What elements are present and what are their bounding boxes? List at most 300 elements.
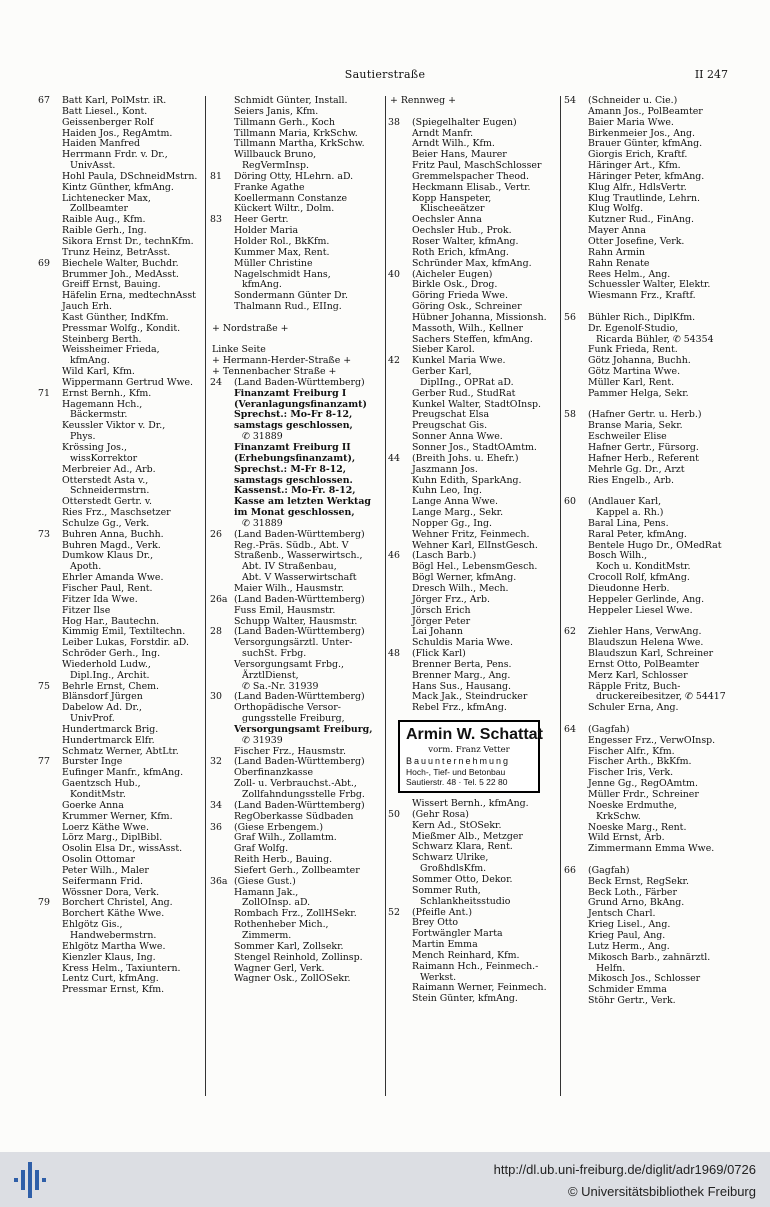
resident-text: Funk Frieda, Rent.	[588, 344, 678, 356]
resident-text: Wiederhold Ludw.,	[62, 658, 151, 670]
street-section-label: + Tennenbacher Straße +	[212, 366, 337, 378]
resident-text: Oechsler Anna	[412, 214, 482, 226]
house-number: 69	[38, 257, 50, 269]
resident-text: Schmider Emma	[588, 984, 667, 996]
resident-text: Sommer Karl, Zollsekr.	[234, 940, 344, 952]
resident-text: Kückert Wiltr., Dolm.	[234, 203, 335, 215]
resident-text: Bögl Hel., LebensmGesch.	[412, 561, 538, 573]
resident-text: Finanzamt Freiburg I	[234, 387, 347, 399]
resident-text: Mayer Anna	[588, 225, 646, 237]
resident-text: Noeske Erdmuthe,	[588, 799, 678, 811]
resident-text: Reith Herb., Bauing.	[234, 854, 333, 866]
resident-text: Jenne Gg., RegOAmtm.	[588, 778, 698, 790]
resident-text: Schuler Erna, Ang.	[588, 702, 679, 714]
resident-text: Schneidermstrn.	[70, 485, 150, 497]
house-number: 75	[38, 680, 50, 692]
resident-text: Kienzler Klaus, Ing.	[62, 951, 156, 963]
resident-text: Jörsch Erich	[412, 604, 471, 616]
resident-text: Holder Maria	[234, 225, 299, 237]
resident-text: Branse Maria, Sekr.	[588, 420, 683, 432]
resident-text: Mench Reinhard, Kfm.	[412, 949, 520, 961]
resident-text: Bentele Hugo Dr., OMedRat	[588, 539, 722, 551]
resident-text: Fischer Frz., Hausmstr.	[234, 745, 346, 757]
directory-entry	[566, 812, 742, 823]
resident-text: Oechsler Hub., Prok.	[412, 225, 512, 237]
resident-text: Kuhn Leo, Ing.	[412, 485, 482, 497]
resident-text: druckereibesitzer, ✆ 54417	[596, 691, 726, 703]
directory-entry	[40, 736, 200, 747]
resident-text: Straßenb., Wasserwirtsch.,	[234, 550, 363, 562]
directory-entry	[566, 996, 742, 1007]
house-number: 36	[210, 821, 222, 833]
resident-text: Schröder Gerh., Ing.	[62, 648, 161, 660]
resident-text: Rees Helm., Ang.	[588, 268, 671, 280]
directory-entry	[212, 530, 382, 541]
house-number: 81	[210, 170, 222, 182]
resident-text: Wagner Gerl, Verk.	[234, 962, 325, 974]
resident-text: Burster Inge	[62, 756, 123, 768]
resident-text: kfmAng.	[70, 355, 110, 367]
resident-text: Sonner Anna Wwe.	[412, 431, 503, 443]
resident-text: Osolin Ottomar	[62, 854, 135, 866]
resident-text: Klug Alfr., HdlsVertr.	[588, 181, 687, 193]
directory-entry	[566, 259, 742, 270]
resident-text: UnivProf.	[70, 713, 115, 725]
resident-text: Beier Hans, Maurer	[412, 149, 507, 161]
directory-entry	[40, 259, 200, 270]
resident-text: Borchert Käthe Wwe.	[62, 908, 165, 920]
resident-text: Bühler Rich., DiplKfm.	[588, 311, 696, 323]
directory-entry	[566, 530, 742, 541]
directory-entry	[212, 421, 382, 432]
resident-text: Pressmar Wolfg., Kondit.	[62, 322, 181, 334]
advert-line3: Bauunternehmung	[406, 756, 511, 767]
resident-text: Helfn.	[596, 962, 626, 974]
resident-text: Versorgungsärztl. Unter-	[234, 637, 353, 649]
house-number: 30	[210, 691, 222, 703]
directory-entry	[40, 812, 200, 823]
directory-entry	[566, 703, 742, 714]
house-number: 62	[564, 626, 576, 638]
resident-text: Wippermann Gertrud Wwe.	[62, 376, 194, 388]
resident-text: Rombach Frz., ZollHSekr.	[234, 908, 357, 920]
resident-text: Kopp Hanspeter,	[412, 192, 492, 204]
resident-text: Wagner Osk., ZollOSekr.	[234, 973, 351, 985]
resident-text: Rahn Renate	[588, 257, 650, 269]
directory-entry	[390, 530, 552, 541]
resident-text: Schmatz Werner, AbtLtr.	[62, 745, 179, 757]
resident-text: Fischer Iris, Verk.	[588, 767, 674, 779]
resident-text: Dr. Egenolf-Studio,	[588, 322, 679, 334]
resident-text: Lentz Curt, kfmAng.	[62, 973, 159, 985]
resident-text: (Gagfah)	[588, 864, 630, 876]
house-number: 42	[388, 355, 400, 367]
house-number: 28	[210, 626, 222, 638]
resident-text: Lichtenecker Max,	[62, 192, 151, 204]
resident-text: Buhren Anna, Buchh.	[62, 528, 164, 540]
directory-entry	[212, 270, 382, 281]
resident-text: Martin Emma	[412, 939, 478, 951]
resident-text: Oberfinanzkasse	[234, 767, 314, 779]
resident-text: Sondermann Günter Dr.	[234, 290, 348, 302]
resident-text: Roser Walter, kfmAng.	[412, 235, 519, 247]
resident-text: (Veranlagungsfinanzamt)	[234, 398, 367, 410]
directory-entry	[212, 465, 382, 476]
resident-text: Tillmann Martha, KrkSchw.	[234, 138, 365, 150]
resident-text: Brenner Berta, Pens.	[412, 658, 512, 670]
resident-text: Weissheimer Frieda,	[62, 344, 160, 356]
directory-entry	[390, 465, 552, 476]
resident-text: Hohl Paula, DSchneidMstrn.	[62, 170, 198, 182]
resident-text: Kuhn Edith, SparkAng.	[412, 474, 522, 486]
resident-text: Steinberg Berth.	[62, 333, 142, 345]
resident-text: Krieg Lisel., Ang.	[588, 919, 671, 931]
resident-text: Osolin Elsa Dr., wissAsst.	[62, 843, 183, 855]
directory-entry	[390, 962, 552, 973]
resident-text: DiplIng., OPRat aD.	[420, 376, 514, 388]
resident-text: Thalmann Rud., EIIng.	[234, 301, 342, 313]
resident-text: Fuss Emil, Hausmstr.	[234, 604, 336, 616]
resident-text: Heckmann Elisab., Vertr.	[412, 181, 531, 193]
resident-text: Haiden Jos., RegAmtm.	[62, 127, 173, 139]
resident-text: Blänsdorf Jürgen	[62, 691, 143, 703]
resident-text: gungsstelle Freiburg,	[242, 713, 345, 725]
directory-entry	[566, 476, 742, 487]
resident-text: Kress Helm., Taxiuntern.	[62, 962, 181, 974]
resident-text: (Gehr Rosa)	[412, 808, 469, 820]
directory-entry	[566, 324, 742, 335]
resident-text: Werkst.	[420, 971, 457, 983]
resident-text: Göring Frieda Wwe.	[412, 290, 508, 302]
resident-text: Klischeeätzer	[420, 203, 485, 215]
house-number: 26	[210, 528, 222, 540]
street-section-label: Linke Seite	[212, 344, 266, 356]
resident-text: Versorgungsamt Freiburg,	[234, 723, 373, 735]
resident-text: Otterstedt Asta v.,	[62, 474, 149, 486]
resident-text: Nopper Gg., Ing.	[412, 517, 493, 529]
resident-text: Brey Otto	[412, 917, 459, 929]
resident-text: Gremmelspacher Theod.	[412, 170, 530, 182]
resident-text: RegVermInsp.	[242, 160, 309, 172]
resident-text: (Land Baden-Württemberg)	[234, 626, 365, 638]
resident-text: Preugschat Elsa	[412, 409, 490, 421]
street-section-label: + Rennweg +	[390, 95, 456, 106]
resident-text: (Pfeifle Ant.)	[412, 906, 472, 918]
source-url-link[interactable]: http://dl.ub.uni-freiburg.de/diglit/adr1969/0726	[493, 1162, 756, 1177]
directory-entry	[212, 118, 382, 129]
resident-text: Hog Har., Bautechn.	[62, 615, 160, 627]
resident-text: Brauer Günter, kfmAng.	[588, 138, 703, 150]
resident-text: Fritz Paul, MaschSchlosser	[412, 160, 542, 172]
resident-text: Eufinger Manfr., kfmAng.	[62, 767, 184, 779]
resident-text: Stengel Reinhold, Zollinsp.	[234, 951, 363, 963]
resident-text: ✆ 31889	[242, 517, 283, 529]
resident-text: Versorgungsamt Frbg.,	[234, 658, 344, 670]
resident-text: (Land Baden-Württemberg)	[234, 593, 365, 605]
resident-text: Stein Günter, kfmAng.	[412, 993, 518, 1005]
resident-text: Mikosch Jos., Schlosser	[588, 973, 701, 985]
resident-text: Wissert Bernh., kfmAng.	[412, 798, 529, 810]
street-section-label: + Hermann-Herder-Straße +	[212, 355, 352, 367]
resident-text: Zimmermann Emma Wwe.	[588, 843, 715, 855]
resident-text: Hafner Herb., Referent	[588, 452, 699, 464]
resident-text: Klug Wolfg.	[588, 203, 644, 215]
directory-entry	[566, 801, 742, 812]
house-number: 66	[564, 864, 576, 876]
directory-entry	[40, 183, 200, 194]
resident-text: Greiff Ernst, Bauing.	[62, 279, 161, 291]
resident-text: Sieber Karol.	[412, 344, 475, 356]
directory-entry	[40, 953, 200, 964]
house-number: 38	[388, 116, 400, 128]
resident-text: Götz Martina Wwe.	[588, 366, 681, 378]
resident-text: Häringer Art., Kfm.	[588, 160, 681, 172]
directory-entry	[40, 118, 200, 129]
directory-entry	[390, 96, 552, 107]
resident-text: Keussler Viktor v. Dr.,	[62, 420, 166, 432]
resident-text: Ehlgötz Martha Wwe.	[62, 940, 166, 952]
resident-text: Ricarda Bühler, ✆ 54354	[596, 333, 714, 345]
directory-entry	[566, 606, 742, 617]
directory-entry	[40, 530, 200, 541]
resident-text: Mehrle Gg. Dr., Arzt	[588, 463, 685, 475]
directory-entry	[212, 324, 382, 335]
resident-text: Schulze Gg., Verk.	[62, 517, 150, 529]
resident-text: Rebel Frz., kfmAng.	[412, 702, 507, 714]
column-3	[390, 96, 552, 1005]
resident-text: Rothenheber Mich.,	[234, 919, 329, 931]
directory-entry	[566, 844, 742, 855]
page-number: II 247	[694, 68, 728, 81]
resident-text: Massoth, Wilh., Kellner	[412, 322, 524, 334]
resident-text: Koellermann Constanze	[234, 192, 348, 204]
resident-text: Müller Karl, Rent.	[588, 376, 675, 388]
resident-text: Lutz Herm., Ang.	[588, 940, 670, 952]
resident-text: Beck Loth., Färber	[588, 886, 677, 898]
resident-text: Hagemann Hch.,	[62, 398, 143, 410]
resident-text: Sommer Otto, Dekor.	[412, 874, 513, 885]
resident-text: Sprechst.: Mo-Fr 8-12,	[234, 409, 353, 421]
directory-entry	[566, 291, 742, 302]
directory-entry	[40, 421, 200, 432]
resident-text: Phys.	[70, 431, 96, 443]
directory-entry	[212, 259, 382, 270]
resident-text: Dieudonne Herb.	[588, 582, 670, 594]
resident-text: Merz Karl, Schlosser	[588, 669, 688, 681]
directory-entry	[566, 877, 742, 888]
page-header	[0, 68, 770, 86]
resident-text: ÄrztlDienst,	[242, 669, 299, 681]
house-number: 83	[210, 214, 222, 226]
resident-text: RegOberkasse Südbaden	[234, 810, 354, 822]
resident-text: Noeske Marg., Rent.	[588, 821, 687, 833]
advert-line4: Hoch-, Tief- und Betonbau	[406, 767, 506, 778]
resident-text: Blaudszun Karl, Schreiner	[588, 648, 714, 660]
resident-text: Kintz Günther, kfmAng.	[62, 181, 174, 193]
resident-text: Nagelschmidt Hans,	[234, 268, 331, 280]
resident-text: Jaszmann Jos.	[412, 463, 478, 475]
resident-text: Abt. V Wasserwirtschaft	[242, 572, 357, 584]
resident-text: Müller Frdr., Schreiner	[588, 789, 699, 800]
resident-text: samstags geschlossen,	[234, 420, 353, 432]
resident-text: Buhren Magd., Verk.	[62, 539, 161, 551]
resident-text: Gaentzsch Hub.,	[62, 778, 141, 790]
directory-entry	[566, 183, 742, 194]
resident-text: Jentsch Charl.	[588, 908, 656, 920]
resident-text: Sonner Jos., StadtOAmtm.	[412, 442, 537, 453]
directory-entry	[40, 465, 200, 476]
resident-text: Kimmig Emil, Textiltechn.	[62, 626, 186, 638]
resident-text: Fischer Arth., BkKfm.	[588, 756, 692, 768]
resident-text: Arndt Manfr.	[412, 127, 474, 139]
resident-text: Merbreier Ad., Arb.	[62, 463, 156, 475]
resident-text: Krieg Paul, Ang.	[588, 929, 666, 941]
resident-text: Ehrler Amanda Wwe.	[62, 572, 164, 584]
resident-text: Sikora Ernst Dr., technKfm.	[62, 235, 194, 247]
resident-text: Jauch Erh.	[62, 301, 112, 313]
resident-text: Preugschat Gis.	[412, 420, 488, 432]
resident-text: Göring Osk., Schreiner	[412, 301, 522, 313]
resident-text: Willbauck Bruno,	[234, 149, 317, 161]
resident-text: Müller Christine	[234, 257, 313, 269]
resident-text: Jörger Frz., Arb.	[412, 593, 490, 605]
resident-text: Geissenberger Rolf	[62, 116, 154, 128]
directory-entry	[566, 465, 742, 476]
resident-text: Schmidt Günter, Install.	[234, 95, 348, 106]
resident-text: Handwebermstrn.	[70, 929, 157, 941]
resident-text: Koch u. KonditMstr.	[596, 561, 691, 573]
resident-text: Fortwängler Marta	[412, 928, 503, 940]
directory-entry	[212, 606, 382, 617]
resident-text: Ries Engelb., Arb.	[588, 474, 675, 486]
directory-entry	[212, 389, 382, 400]
house-number: 44	[388, 452, 400, 464]
resident-text: Batt Liesel., Kont.	[62, 105, 148, 117]
resident-text: Ziehler Hans, VerwAng.	[588, 626, 702, 638]
resident-text: UnivAsst.	[70, 160, 116, 172]
column-2	[212, 96, 382, 985]
directory-entry	[566, 389, 742, 400]
resident-text: Fischer Paul, Rent.	[62, 582, 153, 594]
resident-text: Goerke Anna	[62, 799, 124, 811]
resident-text: Zimmerm.	[242, 929, 292, 941]
resident-text: Zoll- u. Verbrauchst.-Abt.,	[234, 778, 357, 790]
resident-text: Fitzer Ida Wwe.	[62, 593, 138, 605]
resident-text: Fitzer Ilse	[62, 604, 111, 616]
resident-text: Biechele Walter, Buchdr.	[62, 257, 179, 269]
house-number: 50	[388, 808, 400, 820]
directory-entry	[566, 118, 742, 129]
resident-text: Schründer Max, kfmAng.	[412, 257, 532, 269]
resident-text: Klug Trautlinde, Lehrn.	[588, 192, 701, 204]
resident-text: Lange Marg., Sekr.	[412, 507, 504, 519]
resident-text: Loerz Käthe Wwe.	[62, 821, 149, 833]
resident-text: Leiber Lukas, Forstdir. aD.	[62, 637, 189, 649]
resident-text: Baier Maria Wwe.	[588, 116, 674, 128]
resident-text: Kast Günther, IndKfm.	[62, 311, 169, 323]
resident-text: ✆ Sa.-Nr. 31939	[242, 680, 319, 692]
directory-entry	[40, 345, 200, 356]
directory-entry	[566, 736, 742, 747]
copyright-text: © Universitätsbibliothek Freiburg	[567, 1184, 756, 1199]
resident-text: Schuldis Maria Wwe.	[412, 637, 513, 649]
resident-text: Heer Gertr.	[234, 214, 289, 226]
resident-text: Häfelin Erna, medtechnAsst	[62, 290, 196, 302]
house-number: 79	[38, 897, 50, 909]
resident-text: Sprechst.: M-Fr 8-12,	[234, 463, 347, 475]
resident-text: Giorgis Erich, Kraftf.	[588, 149, 688, 161]
resident-text: (Spiegelhalter Eugen)	[412, 116, 517, 128]
street-section-label: + Nordstraße +	[212, 322, 289, 334]
directory-entry	[390, 259, 552, 270]
resident-text: Götz Johanna, Buchh.	[588, 355, 691, 367]
resident-text: (Andlauer Karl,	[588, 496, 662, 508]
resident-text: Wössner Dora, Verk.	[62, 886, 160, 898]
resident-text: Franke Agathe	[234, 181, 305, 193]
directory-entry	[390, 183, 552, 194]
resident-text: Räpple Fritz, Buch-	[588, 680, 681, 692]
resident-text: Amann Jos., PolBeamter	[588, 105, 703, 117]
resident-text: Holder Rol., BkKfm.	[234, 235, 330, 247]
directory-entry	[40, 671, 200, 682]
directory-entry	[566, 671, 742, 682]
resident-text: Bosch Wilh.,	[588, 550, 648, 562]
resident-text: (Breith Johs. u. Ehefr.)	[412, 452, 519, 464]
directory-entry	[212, 508, 382, 519]
resident-text: (Giese Gust.)	[234, 875, 296, 887]
column-divider	[205, 96, 206, 1096]
directory-entry	[390, 671, 552, 682]
advert-line5: Sautierstr. 48 · Tel. 5 22 80	[406, 777, 508, 788]
resident-text: (Flick Karl)	[412, 648, 466, 660]
library-logo-icon	[8, 1160, 48, 1200]
resident-text: Birkenmeier Jos., Ang.	[588, 127, 696, 139]
resident-text: Zollfahndungsstelle Frbg.	[242, 789, 365, 800]
resident-text: Brummer Joh., MedAsst.	[62, 268, 179, 280]
resident-text: Haiden Manfred	[62, 138, 141, 150]
resident-text: (Erhebungsfinanzamt),	[234, 452, 356, 464]
directory-entry	[390, 324, 552, 335]
resident-text: Heppeler Gerlinde, Ang.	[588, 593, 705, 605]
resident-text: Heppeler Liesel Wwe.	[588, 604, 693, 616]
house-number: 58	[564, 409, 576, 421]
resident-text: Raral Peter, kfmAng.	[588, 528, 687, 540]
resident-text: Schwarz Klara, Rent.	[412, 841, 513, 853]
resident-text: (Aicheler Eugen)	[412, 268, 493, 280]
house-number: 60	[564, 496, 576, 508]
resident-text: Kutzner Rud., FinAng.	[588, 214, 694, 226]
resident-text: Maier Wilh., Hausmstr.	[234, 582, 345, 594]
directory-entry	[40, 606, 200, 617]
resident-text: Döring Otty, HLehrn. aD.	[234, 170, 354, 182]
resident-text: Sommer Ruth,	[412, 884, 481, 896]
directory-entry	[40, 389, 200, 400]
resident-text: Lörz Marg., DiplBibl.	[62, 832, 163, 844]
resident-text: Raimann Werner, Feinmech.	[412, 982, 547, 994]
directory-entry	[40, 551, 200, 562]
resident-text: Eschweiler Elise	[588, 431, 667, 443]
resident-text: Krössing Jos.,	[62, 442, 127, 453]
resident-text: Dabelow Ad. Dr.,	[62, 702, 142, 714]
resident-text: Hundertmarck Elfr.	[62, 734, 155, 746]
resident-text: Dresch Wilh., Mech.	[412, 582, 509, 594]
house-number: 34	[210, 799, 222, 811]
resident-text: Schuessler Walter, Elektr.	[588, 279, 711, 291]
directory-entry	[212, 671, 382, 682]
resident-text: Hübner Johanna, Missionsh.	[412, 311, 547, 323]
resident-text: Arndt Wilh., Kfm.	[412, 138, 495, 150]
resident-text: Seiers Janis, Kfm.	[234, 105, 319, 117]
